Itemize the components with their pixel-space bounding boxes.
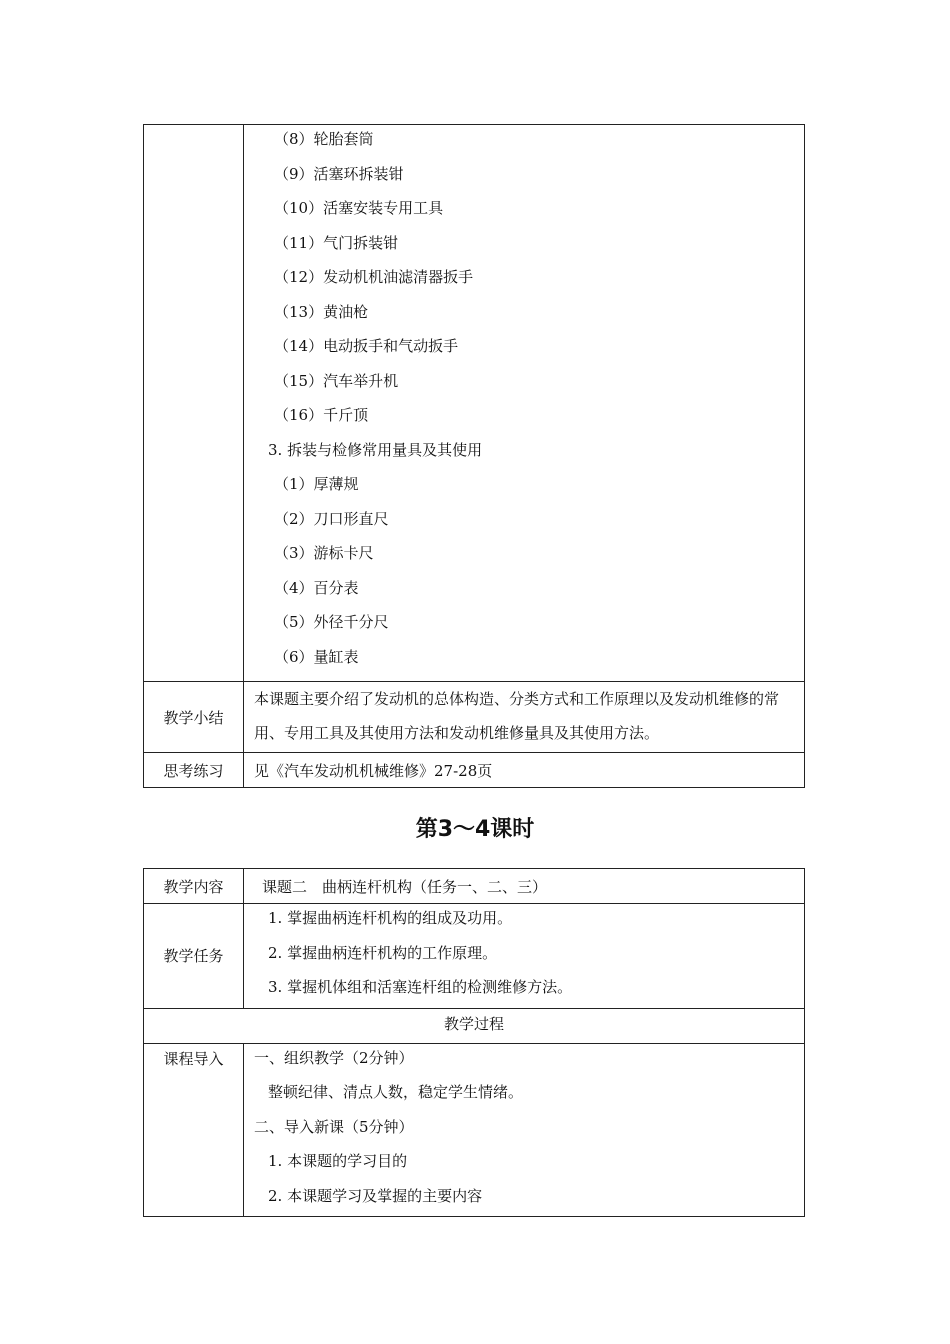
- content-label: 教学内容: [144, 869, 244, 904]
- lesson-table-continued: [143, 124, 805, 788]
- list-item: （3）游标卡尺: [274, 544, 374, 562]
- page-title: 第3～4课时: [415, 817, 535, 842]
- intro-line: 二、导入新课（5分钟）: [254, 1117, 414, 1136]
- intro-line: 整顿纪律、清点人数，稳定学生情绪。: [268, 1083, 524, 1101]
- intro-content-cell: [244, 1043, 805, 1217]
- tools-list-cell: [244, 125, 805, 682]
- section-heading: 3. 拆装与检修常用量具及其使用: [268, 440, 483, 459]
- lesson-table: [143, 868, 805, 1217]
- task-item: 2. 掌握曲柄连杆机构的工作原理。: [268, 943, 498, 962]
- empty-label-cell: [144, 125, 244, 682]
- exercise-label: 思考练习: [144, 753, 244, 788]
- list-item: （13）黄油枪: [274, 302, 369, 321]
- exercise-text: [244, 753, 805, 788]
- intro-line: 1. 本课题的学习目的: [268, 1152, 408, 1170]
- list-item: （4）百分表: [274, 578, 359, 597]
- intro-line: 2. 本课题学习及掌握的主要内容: [268, 1186, 483, 1205]
- exercise-paragraph: 见《汽车发动机机械维修》27-28页: [254, 761, 493, 780]
- list-item: （1）厚薄规: [274, 475, 359, 493]
- task-row: [144, 904, 805, 1009]
- task-item: 3. 掌握机体组和活塞连杆组的检测维修方法。: [268, 978, 573, 996]
- intro-row: [144, 1043, 805, 1217]
- list-item: （15）汽车举升机: [274, 371, 399, 390]
- content-value: 课题二 曲柄连杆机构（任务一、二、三）: [262, 877, 548, 896]
- summary-paragraph: 本课题主要介绍了发动机的总体构造、分类方式和工作原理以及发动机维修的常用、专用工具及其使用方法和发动机维修量具及其使用方法。: [254, 690, 780, 742]
- content-text: [244, 869, 805, 904]
- summary-text: [244, 682, 805, 753]
- list-item: （9）活塞环拆装钳: [274, 164, 404, 183]
- intro-line: 一、组织教学（2分钟）: [254, 1048, 414, 1067]
- exercise-row: [144, 753, 805, 788]
- list-item: （5）外径千分尺: [274, 613, 389, 631]
- list-item: （6）量缸表: [274, 647, 359, 666]
- list-item: （12）发动机机油滤清器扳手: [274, 268, 474, 286]
- task-label: 教学任务: [144, 904, 244, 1009]
- process-heading: 教学过程: [144, 1008, 805, 1043]
- process-row: [144, 1008, 805, 1043]
- list-item: （10）活塞安装专用工具: [274, 199, 444, 217]
- task-item: 1. 掌握曲柄连杆机构的组成及功用。: [268, 909, 513, 927]
- list-item: （16）千斤顶: [274, 406, 369, 424]
- list-item: （14）电动扳手和气动扳手: [274, 337, 459, 355]
- list-item: （2）刀口形直尺: [274, 509, 389, 528]
- intro-label: 课程导入: [144, 1043, 244, 1217]
- list-item: （8）轮胎套筒: [274, 130, 374, 148]
- task-list-cell: [244, 904, 805, 1009]
- tools-row: [144, 125, 805, 682]
- content-row: [144, 869, 805, 904]
- summary-label: 教学小结: [144, 682, 244, 753]
- summary-row: [144, 682, 805, 753]
- list-item: （11）气门拆装钳: [274, 233, 399, 252]
